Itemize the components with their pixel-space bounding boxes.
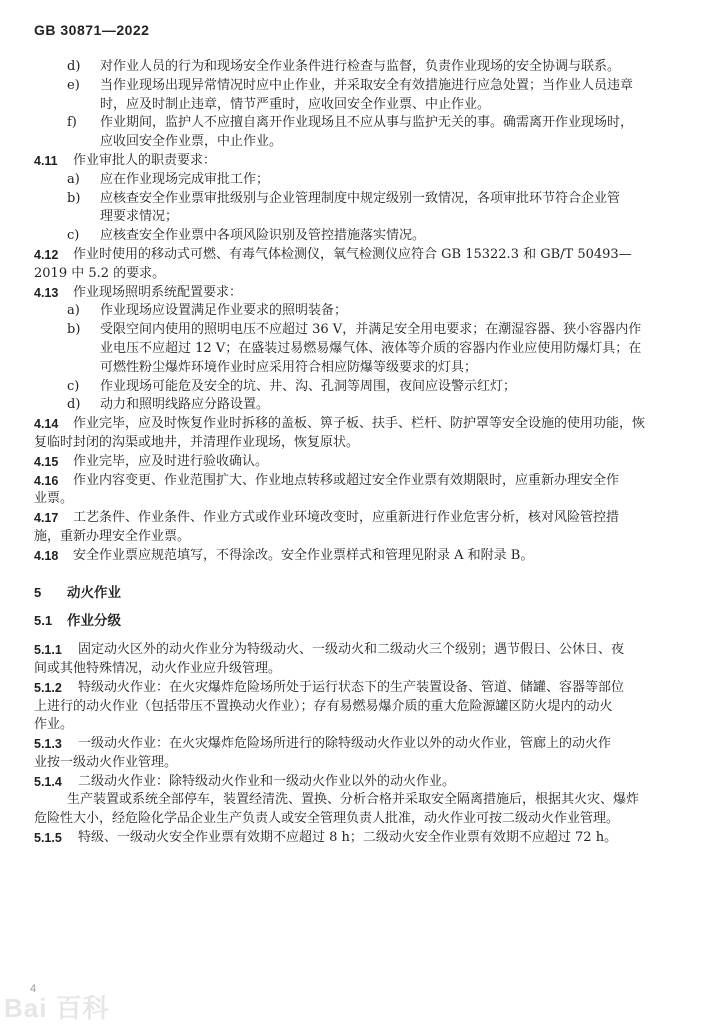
- line-text: 当作业现场出现异常情况时应中止作业，并采取安全有效措施进行应急处置；当作业人员违章: [100, 77, 634, 93]
- item-label: f): [67, 115, 77, 131]
- line-text: 作业分级: [67, 613, 121, 629]
- clause: [34, 246, 694, 284]
- line-text: 业按一级动火作业管理。: [34, 754, 178, 770]
- text-line: [34, 660, 694, 679]
- list-item: [34, 396, 694, 415]
- clause: [34, 791, 694, 829]
- list-item: [34, 321, 694, 377]
- list-item: [34, 302, 694, 321]
- line-text: 一级动火作业：在火灾爆炸危险场所进行的除特级动火作业以外的动火作业，管廊上的动火作: [78, 736, 612, 752]
- item-label: e): [67, 77, 80, 93]
- item-label: 5.1: [34, 613, 53, 629]
- line-text: 理要求情况；: [100, 209, 179, 225]
- line-text: 作业完毕，应及时恢复作业时拆移的盖板、箅子板、扶手、栏杆、防护罩等安全设施的使用功能，恢: [73, 416, 646, 432]
- text-line: [34, 509, 694, 528]
- list-item: [34, 58, 694, 77]
- text-line: [34, 698, 694, 717]
- clause: [34, 829, 694, 848]
- line-text: 应核查安全作业票审批级别与企业管理制度中规定级别一致情况，各项审批环节符合企业管: [100, 190, 621, 206]
- item-label: 4.13: [34, 285, 59, 300]
- clause: [34, 547, 694, 566]
- line-text: 动火作业: [67, 584, 121, 600]
- text-line: [34, 641, 694, 660]
- text-line: [34, 171, 694, 190]
- text-line: [34, 340, 694, 359]
- line-text: 作业现场可能危及安全的坑、井、沟、孔洞等周围，夜间应设警示红灯；: [100, 378, 517, 394]
- list-item: [34, 171, 694, 190]
- text-line: [34, 716, 694, 735]
- item-label: d): [67, 397, 81, 413]
- text-line: [34, 679, 694, 698]
- line-text: 可燃性粉尘爆炸环境作业时应采用符合相应防爆等级要求的灯具；: [100, 359, 478, 375]
- text-line: [34, 547, 694, 566]
- line-text: 上进行的动火作业（包括带压不置换动火作业）；存有易燃易爆介质的重大危险源罐区防火堤内的动火: [34, 698, 613, 714]
- text-line: [34, 453, 694, 472]
- text-line: [34, 246, 694, 265]
- line-text: 作业完毕，应及时进行验收确认。: [73, 453, 269, 469]
- section-heading: [34, 612, 694, 631]
- spacer: [34, 566, 694, 584]
- text-line: [34, 227, 694, 246]
- clause: [34, 735, 694, 773]
- item-label: b): [67, 322, 81, 338]
- line-text: 业电压不应超过 12 V；在盛装过易燃易爆气体、液体等介质的容器内作业应使用防爆灯具；在: [100, 340, 642, 356]
- spacer: [34, 631, 694, 641]
- text-line: [34, 114, 694, 133]
- item-label: 4.11: [34, 153, 58, 168]
- item-label: a): [67, 171, 80, 187]
- spacer: [34, 602, 694, 612]
- text-line: [34, 754, 694, 773]
- text-line: [34, 284, 694, 303]
- clause: [34, 415, 694, 453]
- text-line: [34, 58, 694, 77]
- line-text: 作业时使用的移动式可燃、有毒气体检测仪，氧气检测仪应符合 GB 15322.3 和 GB/T 50493—: [73, 246, 632, 262]
- text-line: [34, 96, 694, 115]
- line-text: 作业。: [34, 717, 74, 733]
- line-text: 作业现场照明系统配置要求：: [73, 284, 243, 300]
- line-text: 危险性大小，经危险化学品企业生产负责人或安全管理负责人批准，动火作业可按二级动火作业管理。: [34, 811, 620, 827]
- item-label: c): [67, 378, 80, 394]
- line-text: 特级动火作业：在火灾爆炸危险场所处于运行状态下的生产装置设备、管道、储罐、容器等部位: [78, 679, 625, 695]
- standard-code-header: GB 30871—2022: [34, 22, 150, 38]
- text-line: [34, 528, 694, 547]
- watermark-logo: Bai 百科: [4, 993, 110, 1023]
- item-label: 4.17: [34, 511, 59, 526]
- clause: [34, 284, 694, 303]
- line-text: 动力和照明线路应分路设置。: [100, 397, 270, 413]
- list-item: [34, 227, 694, 246]
- list-item: [34, 114, 694, 152]
- clause: [34, 472, 694, 510]
- line-text: 业票。: [34, 491, 74, 507]
- item-label: 5.1.3: [34, 737, 62, 752]
- text-line: [34, 359, 694, 378]
- text-line: [34, 133, 694, 152]
- section-heading: [34, 584, 694, 603]
- text-line: [34, 378, 694, 397]
- clause: [34, 453, 694, 472]
- text-line: [34, 265, 694, 284]
- clause: [34, 679, 694, 735]
- item-label: 5: [34, 584, 42, 600]
- text-line: [34, 77, 694, 96]
- item-label: 5.1.4: [34, 774, 62, 789]
- text-line: [34, 208, 694, 227]
- text-line: [34, 612, 694, 631]
- list-item: [34, 77, 694, 115]
- item-label: a): [67, 303, 80, 319]
- line-text: 时，应及时制止违章，情节严重时，应收回安全作业票、中止作业。: [100, 96, 491, 112]
- line-text: 作业现场应设置满足作业要求的照明装备；: [100, 303, 348, 319]
- line-text: 受限空间内使用的照明电压不应超过 36 V，并满足安全用电要求；在潮湿容器、狭小容器内作: [100, 322, 642, 338]
- line-text: 安全作业票应规范填写，不得涂改。安全作业票样式和管理见附录 A 和附录 B。: [73, 547, 534, 563]
- line-text: 生产装置或系统全部停车，装置经清洗、置换、分析合格并采取安全隔离措施后，根据其火灾、爆炸: [67, 792, 640, 808]
- clause: [34, 641, 694, 679]
- text-line: [34, 190, 694, 209]
- line-text: 应收回安全作业票，中止作业。: [100, 134, 283, 150]
- text-line: [34, 472, 694, 491]
- text-line: [34, 773, 694, 792]
- text-line: [34, 321, 694, 340]
- item-label: 5.1.1: [34, 643, 62, 658]
- item-label: 5.1.5: [34, 831, 62, 846]
- item-label: 4.16: [34, 473, 59, 488]
- item-label: 4.15: [34, 454, 59, 469]
- line-text: 间或其他特殊情况，动火作业应升级管理。: [34, 660, 282, 676]
- line-text: 二级动火作业：除特级动火作业和一级动火作业以外的动火作业。: [78, 773, 456, 789]
- list-item: [34, 378, 694, 397]
- item-label: d): [67, 59, 81, 74]
- text-line: [34, 490, 694, 509]
- text-line: [34, 434, 694, 453]
- clause: [34, 773, 694, 792]
- text-line: [34, 735, 694, 754]
- text-line: [34, 829, 694, 848]
- line-text: 复临时封闭的沟渠或地井，并清理作业现场，恢复原状。: [34, 434, 360, 450]
- list-item: [34, 190, 694, 228]
- item-label: 4.18: [34, 548, 59, 563]
- text-line: [34, 302, 694, 321]
- text-line: [34, 810, 694, 829]
- clause: [34, 509, 694, 547]
- text-line: [34, 415, 694, 434]
- item-label: c): [67, 228, 80, 244]
- line-text: 2019 中 5.2 的要求。: [34, 265, 166, 281]
- item-label: 4.14: [34, 417, 59, 432]
- line-text: 作业内容变更、作业范围扩大、作业地点转移或超过安全作业票有效期限时，应重新办理安全作: [73, 472, 620, 488]
- line-text: 应在作业现场完成审批工作；: [100, 171, 270, 187]
- item-label: 5.1.2: [34, 680, 62, 695]
- line-text: 应核查安全作业票中各项风险识别及管控措施落实情况。: [100, 228, 426, 244]
- line-text: 对作业人员的行为和现场安全作业条件进行检查与监督，负责作业现场的安全协调与联系。: [100, 59, 621, 74]
- text-line: [34, 152, 694, 171]
- item-label: b): [67, 190, 81, 206]
- line-text: 作业期间，监护人不应擅自离开作业现场且不应从事与监护无关的事。确需离开作业现场时，: [100, 115, 634, 131]
- line-text: 施，重新办理安全作业票。: [34, 528, 191, 544]
- line-text: 作业审批人的职责要求：: [73, 152, 217, 168]
- line-text: 固定动火区外的动火作业分为特级动火、一级动火和二级动火三个级别；遇节假日、公休日、夜: [78, 642, 625, 658]
- text-line: [34, 396, 694, 415]
- item-label: 4.12: [34, 247, 59, 262]
- line-text: 特级、一级动火安全作业票有效期不应超过 8 h；二级动火安全作业票有效期不应超过 72 h。: [78, 830, 618, 846]
- page-number: 4: [30, 983, 37, 995]
- clause: [34, 152, 694, 171]
- line-text: 工艺条件、作业条件、作业方式或作业环境改变时，应重新进行作业危害分析，核对风险管控措: [73, 510, 620, 526]
- text-line: [34, 791, 694, 810]
- document-body: [34, 58, 694, 848]
- text-line: [34, 584, 694, 603]
